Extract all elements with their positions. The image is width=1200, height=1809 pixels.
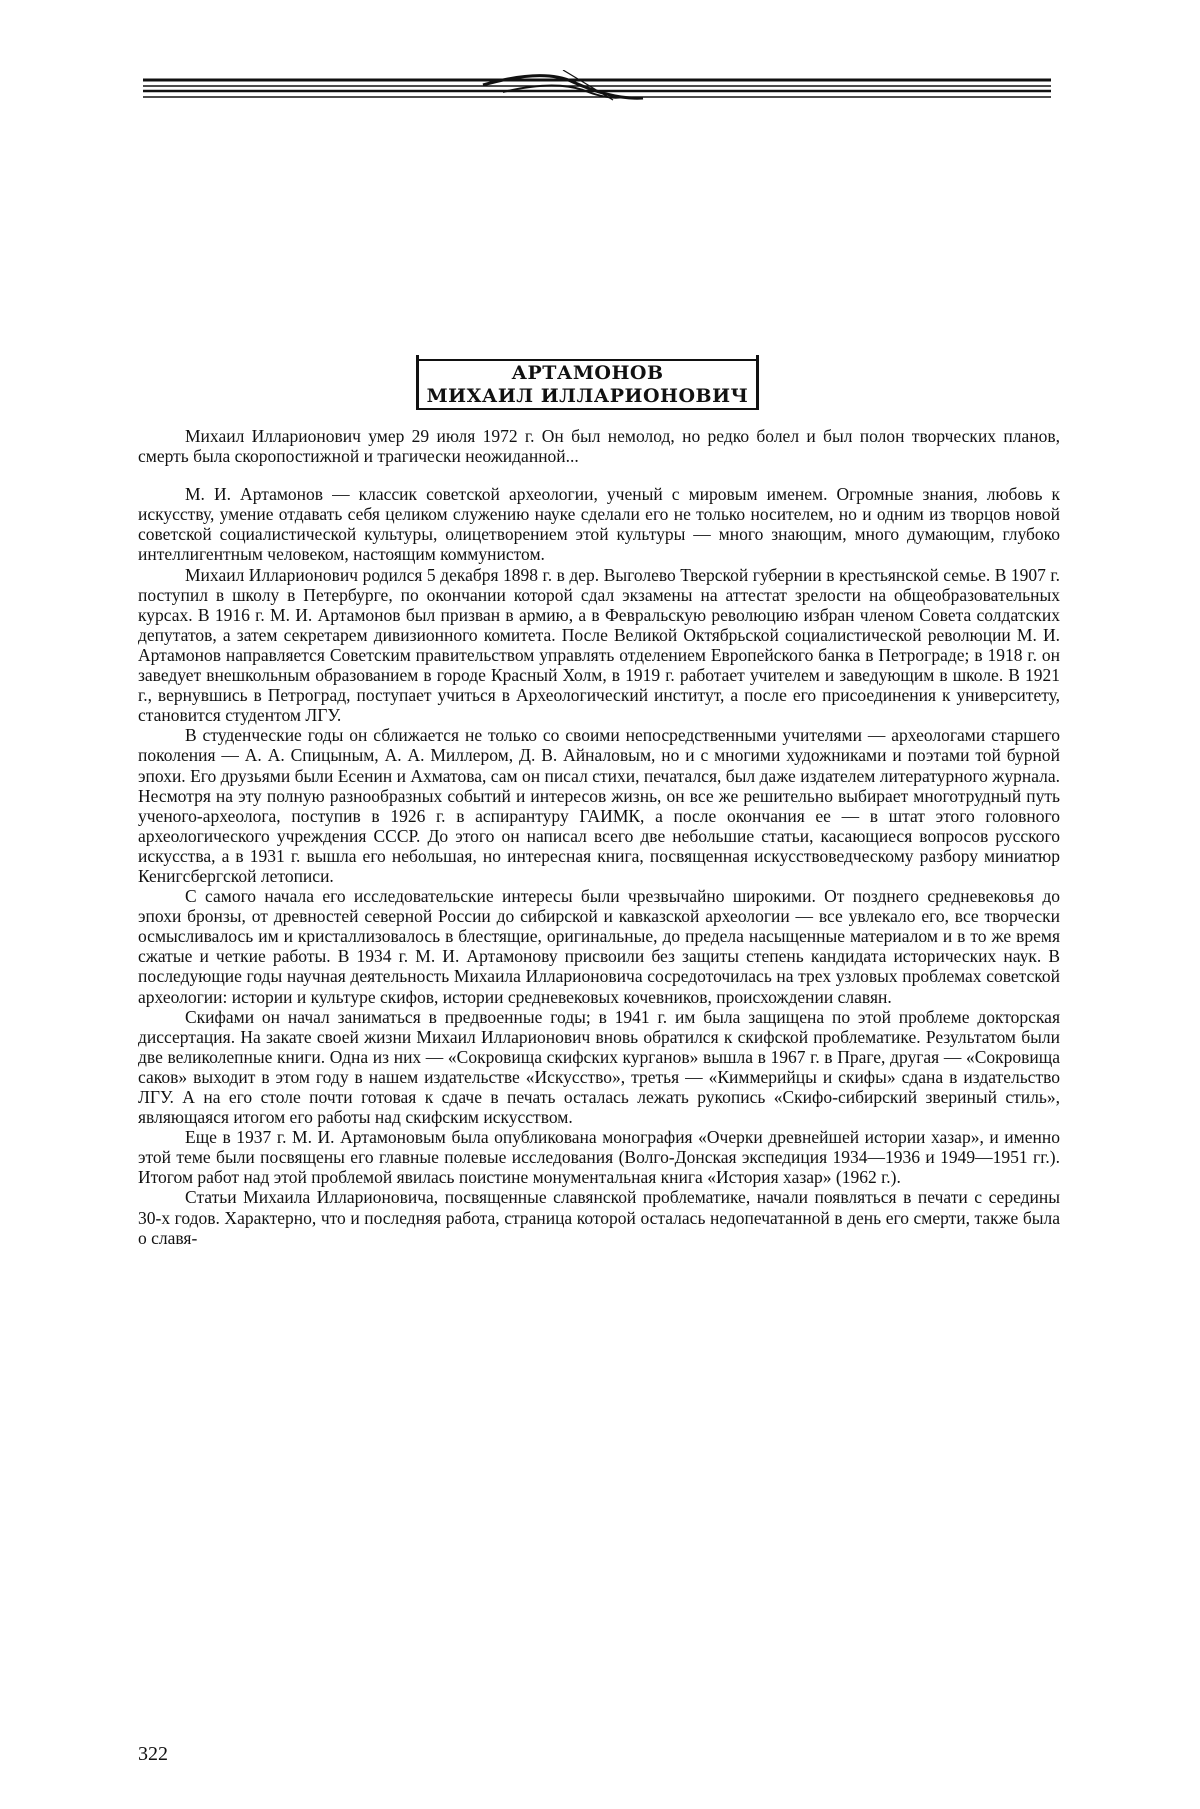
page-number: 322 — [138, 1743, 168, 1765]
paragraph: Статьи Михаила Илларионовича, посвященные славянской проблематике, начали появляться в печати с середины 30-х годов. Характерно, что и последняя работа, страница которой осталась недопечатанной в день его смерти, также была о славя- — [138, 1187, 1060, 1248]
article-title-box — [416, 355, 759, 410]
title-surname: АРТАМОНОВ — [511, 362, 664, 384]
paragraph: М. И. Артамонов — классик советской археологии, ученый с мировым именем. Огромные знания, любовь к искусству, умение отдавать себя целиком служению науке сделали его не только носителем, но и одним из творцов новой советской социалистической культуры, олицетворением этой культуры — много знающим, много думающим, глубоко интеллигентным человеком, настоящим коммунистом. — [138, 484, 1060, 565]
paragraph: Скифами он начал заниматься в предвоенные годы; в 1941 г. им была защищена по этой проблеме докторская диссертация. На закате своей жизни Михаил Илларионович вновь обратился к скифской проблематике. Результатом были две великолепные книги. Одна из них — «Сокровища скифских курганов» вышла в 1967 г. в Праге, другая — «Сокровища саков» выходит в этом году в нашем издательстве «Искусство», третья — «Киммерийцы и скифы» сдана в издательство ЛГУ. А на его столе почти готовая к сдаче в печать осталась лежать рукопись «Скифо-сибирский звериный стиль», являющаяся итогом его работы над скифским искусством. — [138, 1006, 1060, 1128]
paragraph: Еще в 1937 г. М. И. Артамоновым была опубликована монография «Очерки древнейшей истории хазар», и именно этой теме были посвящены его главные полевые исследования (Волго-Донская экспедиция 1934—1936 и 1949—1951 гг.). Итогом работ над этой проблемой явилась поистине монументальная книга «История хазар» (1962 г.). — [138, 1127, 1060, 1188]
paragraph: Михаил Илларионович умер 29 июля 1972 г. Он был немолод, но редко болел и был полон творческих планов, смерть была скоропостижной и трагически неожиданной... — [138, 426, 1060, 467]
paragraph: С самого начала его исследовательские интересы были чрезвычайно широкими. От позднего средневековья до эпохи бронзы, от древностей северной России до сибирской и кавказской археологии — все увлекало его, все творчески осмысливалось им и кристаллизовалось в блестящие, оригинальные, до предела насыщенные материалом и в то же время сжатые и четкие работы. В 1934 г. М. И. Артамонову присвоили без защиты степень кандидата исторических наук. В последующие годы научная деятельность Михаила Илларионовича сосредоточилась на трех узловых проблемах советской археологии: истории и культуре скифов, истории средневековых кочевников, происхождении славян. — [138, 886, 1060, 1007]
title-name-patronymic: МИХАИЛ ИЛЛАРИОНОВИЧ — [426, 385, 749, 407]
article-body — [138, 426, 1060, 1248]
paragraph: В студенческие годы он сближается не только со своими непосредственными учителями — археологами старшего поколения — А. А. Спицыным, А. А. Миллером, Д. В. Айналовым, но и с многими художниками и поэтами той бурной эпохи. Его друзьями были Есенин и Ахматова, сам он писал стихи, печатался, был даже издателем литературного журнала. Несмотря на эту полную разнообразных событий и интересов жизнь, он все же решительно выбирает многотрудный путь ученого-археолога, поступив в 1926 г. в аспирантуру ГАИМК, а после окончания ее — в штат этого головного археологического учреждения СССР. До этого он написал всего две небольшие статьи, касающиеся вопросов русского искусства, а в 1931 г. вышла его небольшая, но интересная книга, посвященная искусствоведческому разбору миниатюр Кенигсбергской летописи. — [138, 725, 1060, 886]
title-bottom-rule — [419, 408, 756, 410]
title-top-rule — [419, 359, 756, 361]
header-ornament — [143, 70, 1051, 120]
paragraph: Михаил Илларионович родился 5 декабря 1898 г. в дер. Выголево Тверской губернии в крестьянской семье. В 1907 г. поступил в школу в Петербурге, по окончании которой сдал экзамены на аттестат зрелости на общеобразовательных курсах. В 1916 г. М. И. Артамонов был призван в армию, а в Февральскую революцию избран членом Совета солдатских депутатов, а затем секретарем дивизионного комитета. После Великой Октябрьской социалистической революции М. И. Артамонов направляется Советским правительством управлять отделением Европейского банка в Петрограде; в 1918 г. он заведует внешкольным образованием в городе Красный Холм, в 1919 г. работает учителем и заведующим в школе. В 1921 г., вернувшись в Петроград, поступает учиться в Археологический институт, а после его присоединения к университету, становится студентом ЛГУ. — [138, 564, 1060, 726]
